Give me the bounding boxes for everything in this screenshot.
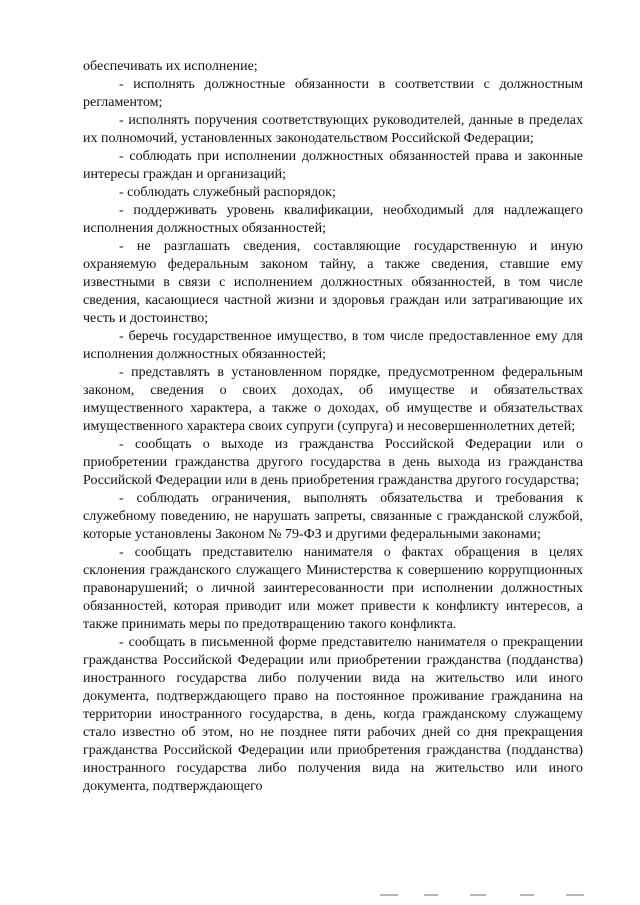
scan-mark <box>520 894 534 896</box>
paragraph-duty-written-notice: - сообщать в письменной форме представителю нанимателя о прекращении гражданства Российской Федерации или приобретении гражданства (подданства) иностранного государства либо получении вида на жительство или иного документа, подтверждающего право на постоянное проживание гражданина на территории иностранного государства, в день, когда гражданскому служащему стало известно об этом, но не позднее пяти рабочих дней со дня прекращения гражданства Российской Федерации или приобретения гражданства (подданства) иностранного государства либо получения вида на жительство или иного документа, подтверждающего <box>83 635 583 794</box>
document-body <box>83 58 583 796</box>
paragraph-duty-restrictions: - соблюдать ограничения, выполнять обязательства и требования к служебному поведению, не нарушать запреты, связанные с гражданской службой, которые установлены Законом № 79-ФЗ и другими федеральными законами; <box>83 491 583 542</box>
scan-mark <box>566 894 584 896</box>
scan-mark <box>424 894 438 896</box>
paragraph-duty-qualification: - поддерживать уровень квалификации, необходимый для надлежащего исполнения должностных обязанностей; <box>83 203 583 236</box>
paragraph-duty-corruption-report: - сообщать представителю нанимателя о фактах обращения в целях склонения гражданского служащего Министерства к совершению коррупционных правонарушений; о личной заинтересованности при исполнении должностных обязанностей, которая приводит или может привести к конфликту интересов, а также принимать меры по предотвращению такого конфликта. <box>83 545 583 632</box>
paragraph-continuation: обеспечивать их исполнение; <box>83 59 258 74</box>
paragraph-duty-routine: - соблюдать служебный распорядок; <box>119 185 336 200</box>
scan-mark <box>380 894 398 896</box>
paragraph-duty-income-disclosure: - представлять в установленном порядке, предусмотренном федеральным законом, сведения о своих доходах, об имуществе и обязательствах имущественного характера, а также о доходах, об имуществе и обязательствах имущественного характера своих супруги (супруга) и несовершеннолетних детей; <box>83 365 583 434</box>
paragraph-duty-secrecy: - не разглашать сведения, составляющие государственную и иную охраняемую федеральным законом тайну, а также сведения, ставшие ему известными в связи с исполнением должностных обязанностей, в том числе сведения, касающиеся частной жизни и здоровья граждан или затрагивающие их честь и достоинство; <box>83 239 583 326</box>
paragraph-duty-property: - беречь государственное имущество, в том числе предоставленное ему для исполнения должностных обязанностей; <box>83 329 583 362</box>
paragraph-duty-regulation: - исполнять должностные обязанности в соответствии с должностным регламентом; <box>83 77 583 110</box>
paragraph-duty-citizenship-exit: - сообщать о выходе из гражданства Российской Федерации или о приобретении гражданства другого государства в день выхода из гражданства Российской Федерации или в день приобретения гражданства другого государства; <box>83 437 583 488</box>
footer-scan-marks <box>380 894 600 900</box>
scan-mark <box>470 894 486 896</box>
paragraph-duty-orders: - исполнять поручения соответствующих руководителей, данные в пределах их полномочий, установленных законодательством Российской Федерации; <box>83 113 583 146</box>
paragraph-duty-citizen-rights: - соблюдать при исполнении должностных обязанностей права и законные интересы граждан и организаций; <box>83 149 583 182</box>
